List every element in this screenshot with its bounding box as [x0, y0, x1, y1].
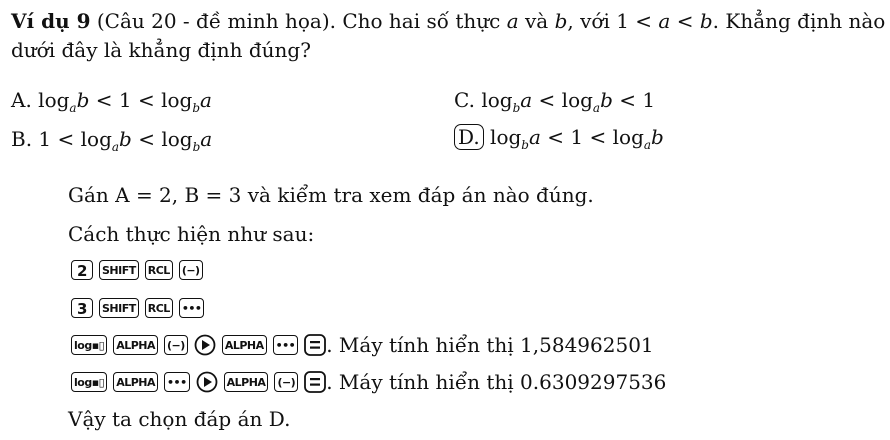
solution-assign: Gán A = 2, B = 3 và kiểm tra xem đáp án nào đúng.	[68, 183, 594, 207]
var-a: a	[200, 88, 212, 112]
option-b	[11, 127, 213, 154]
display-result-1: . Máy tính hiển thị 1,584962501	[326, 333, 654, 357]
less-than: <	[547, 125, 565, 149]
key-3: 3	[71, 298, 93, 318]
key-sequence-1	[71, 260, 209, 280]
log-base: a	[592, 101, 601, 115]
example-title: Ví dụ 9	[11, 9, 91, 33]
key-alpha: ALPHA	[222, 335, 267, 355]
log-base: b	[512, 101, 521, 115]
key-alpha: ALPHA	[224, 372, 269, 392]
one: 1	[118, 88, 132, 112]
key-dots: •••	[179, 298, 205, 318]
question-text: Cho hai số thực	[342, 9, 501, 33]
question-line-1	[11, 9, 885, 33]
log-text: log	[161, 88, 193, 112]
log-base: a	[643, 138, 652, 152]
solution-conclusion: Vậy ta chọn đáp án D.	[68, 407, 291, 431]
key-rcl: RCL	[145, 298, 173, 318]
var-b: b	[119, 127, 132, 151]
less-than: <	[57, 127, 75, 151]
option-label-boxed: D.	[454, 124, 484, 150]
log-text: log	[161, 127, 193, 151]
less-than: <	[138, 127, 155, 151]
log-base: a	[111, 140, 120, 154]
var-a: a	[200, 127, 213, 151]
var-a: a	[658, 9, 671, 33]
less-than: <	[538, 88, 556, 112]
question-text: . Khẳng định nào	[712, 9, 886, 33]
key-sequence-2	[71, 298, 210, 318]
key-rcl: RCL	[145, 260, 173, 280]
equals-key-icon	[304, 371, 326, 393]
key-shift: SHIFT	[99, 298, 139, 318]
key-dots: •••	[164, 372, 190, 392]
key-negative: (−)	[164, 335, 188, 355]
one: 1	[38, 127, 52, 151]
log-text: log	[612, 125, 644, 149]
var-b: b	[76, 88, 90, 112]
log-base: a	[69, 101, 77, 115]
solution-method: Cách thực hiện như sau:	[68, 222, 315, 246]
option-label: A.	[11, 88, 32, 112]
replay-right-icon	[194, 334, 216, 356]
log-base: b	[192, 101, 201, 115]
log-text: log	[38, 88, 70, 112]
var-b: b	[554, 9, 568, 33]
key-alpha: ALPHA	[113, 335, 158, 355]
key-log: log▪▯	[71, 335, 107, 355]
log-text: log	[490, 125, 522, 149]
log-base: b	[192, 140, 201, 154]
question-source: (Câu 20 - đề minh họa).	[96, 9, 336, 33]
less-than: <	[589, 125, 607, 149]
option-d	[454, 125, 664, 152]
less-than: <	[137, 88, 155, 112]
log-text: log	[481, 88, 513, 112]
key-dots: •••	[273, 335, 299, 355]
one: 1	[570, 125, 584, 149]
key-alpha: ALPHA	[113, 372, 158, 392]
less-than: <	[95, 88, 113, 112]
question-text: <	[676, 9, 694, 33]
option-label: C.	[454, 88, 475, 112]
log-base: b	[521, 138, 529, 152]
log-text: log	[80, 127, 112, 151]
key-sequence-4	[71, 370, 666, 394]
question-line-2: dưới đây là khẳng định đúng?	[11, 38, 311, 62]
one: 1	[642, 88, 656, 112]
key-2: 2	[71, 260, 93, 280]
var-b: b	[651, 125, 664, 149]
var-a: a	[528, 125, 541, 149]
equals-key-icon	[304, 334, 326, 356]
var-a: a	[506, 9, 519, 33]
key-sequence-3	[71, 333, 654, 357]
option-label: B.	[11, 127, 33, 151]
option-c	[454, 88, 656, 115]
question-text: , với 1 <	[567, 9, 653, 33]
var-b: b	[600, 88, 613, 112]
option-a	[11, 88, 212, 115]
var-a: a	[520, 88, 533, 112]
key-log: log▪▯	[71, 372, 107, 392]
key-shift: SHIFT	[99, 260, 139, 280]
less-than: <	[619, 88, 637, 112]
display-result-2: . Máy tính hiển thị 0.6309297536	[326, 370, 667, 394]
key-negative: (−)	[179, 260, 203, 280]
key-negative: (−)	[274, 372, 298, 392]
replay-right-icon	[196, 371, 218, 393]
question-text: và	[525, 9, 549, 33]
log-text: log	[561, 88, 593, 112]
var-b: b	[699, 9, 713, 33]
